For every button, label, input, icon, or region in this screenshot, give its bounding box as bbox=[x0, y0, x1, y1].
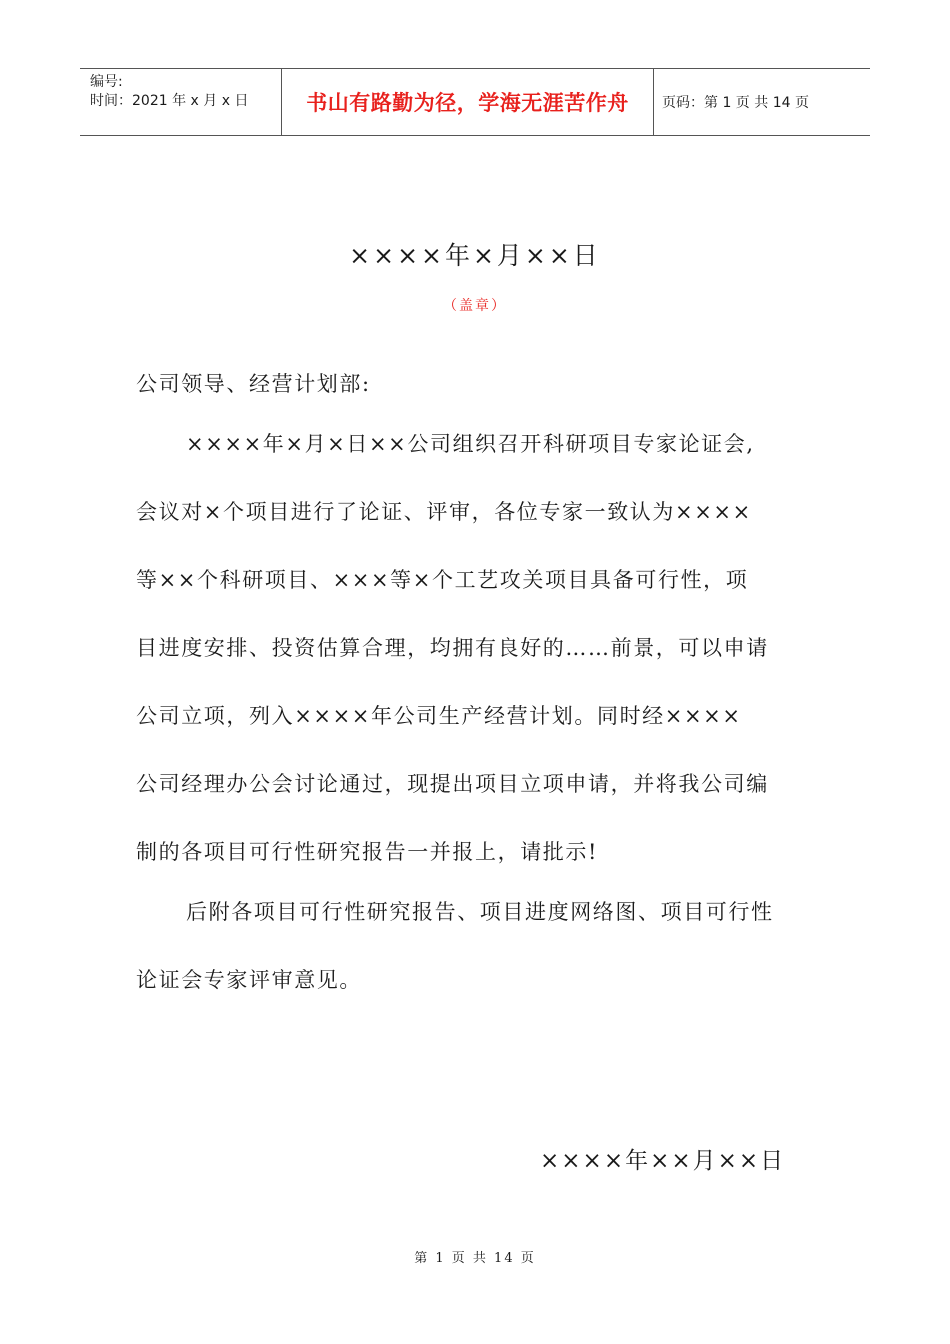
paragraph-line: 论证会专家评审意见。 bbox=[136, 968, 362, 992]
paragraph-line: 制的各项目可行性研究报告一并报上，请批示! bbox=[136, 840, 599, 864]
paragraph-line: 公司经理办公会讨论通过，现提出项目立项申请，并将我公司编 bbox=[136, 772, 769, 796]
header-table bbox=[80, 68, 870, 136]
number-label: 编号: bbox=[90, 74, 123, 90]
paragraph-line: 公司立项，列入××××年公司生产经营计划。同时经×××× bbox=[136, 704, 742, 728]
page-footer: 第 1 页 共 14 页 bbox=[414, 1251, 536, 1266]
letter-date-top: ××××年×月××日 bbox=[349, 241, 601, 270]
header-left-cell bbox=[80, 69, 282, 135]
paragraph-line: 等××个科研项目、×××等×个工艺攻关项目具备可行性，项 bbox=[136, 568, 749, 592]
header-motto: 书山有路勤为径，学海无涯苦作舟 bbox=[282, 69, 654, 135]
time-label: 时间：2021 年 x 月 x 日 bbox=[90, 93, 249, 109]
header-page-info: 页码：第 1 页 共 14 页 bbox=[662, 95, 809, 111]
paragraph-line: 后附各项目可行性研究报告、项目进度网络图、项目可行性 bbox=[186, 900, 774, 924]
stamp-note: （盖章） bbox=[443, 298, 507, 314]
paragraph-line: 会议对×个项目进行了论证、评审，各位专家一致认为×××× bbox=[136, 500, 752, 524]
paragraph-line: 目进度安排、投资估算合理，均拥有良好的……前景，可以申请 bbox=[136, 636, 769, 660]
letter-date-bottom: ××××年××月××日 bbox=[540, 1148, 786, 1174]
salutation: 公司领导、经营计划部: bbox=[136, 372, 371, 396]
paragraph-line: ××××年×月×日××公司组织召开科研项目专家论证会, bbox=[186, 432, 755, 456]
